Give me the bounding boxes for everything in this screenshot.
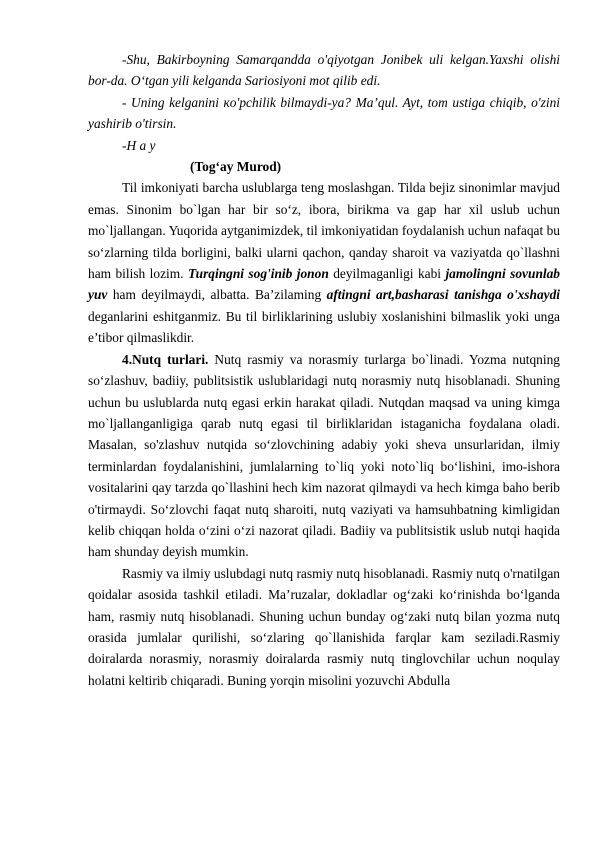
page-text xyxy=(88,49,560,691)
paragraph-1-text-d: deganlarini eshitganmiz. Bu til birliklarining uslubiy xoslanishini bilmaslik yoki unga e’tibor qilmaslikdir. xyxy=(88,308,560,346)
paragraph-1-text-b: deyilmaganligi kabi xyxy=(328,266,446,282)
example-phrase-2: jamolingni sovunlab yuv xyxy=(88,266,560,303)
example-phrase-3: aftingni art,basharasi tanishga o'xshaydi xyxy=(326,287,561,303)
quote-line-3: -H a y xyxy=(122,137,156,153)
example-phrase-1: Turqingni sog'inib jonon xyxy=(187,266,329,282)
paragraph-3: Rasmiy va ilmiy uslubdagi nutq rasmiy nutq hisoblanadi. Rasmiy nutq o'rnatilgan qoidalar asosida tashkil etiladi. Ma’ruzalar, dokladlar og‘zaki ko‘rinishda bo‘lganda ham, rasmiy nutq hisoblanadi. Shuning uchun bunday og‘zaki nutq bilan yozma nutq orasida jumlalar qurilishi, so‘zlaring qo`llanishida farqlar kam seziladi.Rasmiy doiralarda norasmiy, norasmiy doiralarda rasmiy nutq tinglovchilar uchun noqulay holatni keltirib chiqaradi. Buning yorqin misolini yozuvchi Abdulla xyxy=(88,565,560,688)
paragraph-1 xyxy=(88,177,560,348)
quote-author: (Tog‘ay Murod) xyxy=(190,159,282,175)
quote-line-1: -Shu, Bakirboyning Samarqandda o'qiyotgan Jonibek uli kelgan.Yaxshi olishi bor-da. O‘tgan yili kelganda Sariosiyoni mot qilib edi. xyxy=(88,52,560,89)
section-heading: 4.Nutq turlari. xyxy=(122,351,209,367)
paragraph-2-text: Nutq rasmiy va norasmiy turlarga bo`linadi. Yozma nutqning so‘zlashuv, badiiy, publitsistik uslublaridagi nutq norasmiy nutq hisoblanadi. Shuning uchun bu uslublarda nutq egasi erkin harakat qiladi. Nutqdan maqsad va uning kimga mo`ljallanganligiga qarab nutq egasi til birliklaridan istaganicha foydalana oladi. Masalan, so'zlashuv nutqida so‘zlovchining adabiy yoki sheva unsurlaridan, ilmiy terminlardan foydalanishini, jumlalarning to`liq yoki noto`liq bo‘lishini, imo-ishora vositalarini qay tarzda qo`llashini hech kim nazorat qilmaydi va hech kimga baho berib o'tirmaydi. So‘zlovchi faqat nutq sharoiti, nutq vaziyati va hamsuhbatning kimligidan kelib chiqqan holda o‘zini o‘zi nazorat qiladi. Badiiy va publitsistik uslub nutqi haqida ham shunday deyish mumkin. xyxy=(88,351,560,560)
paragraph-1-text-c: ham deyilmaydi, albatta. Ba’zilaming xyxy=(107,287,327,303)
quote-line-2: - Uning kelganini кo'pchilik bilmaydi-ya? Ma’qul. Ayt, tom ustiga chiqib, o'zini yashirib o'tirsin. xyxy=(88,94,560,132)
paragraph-2 xyxy=(88,349,560,563)
paragraph-1-text-a: Til imkoniyati barcha uslublarga teng moslashgan. Tilda bejiz sinonimlar mavjud emas. Sinonim bo`lgan har bir so‘z, ibora, birikma va gap har xil uslub uchun mo`ljallangan. Yuqorida aytganimizdek, til imkoniyatidan foydalanish uchun nafaqat bu so‘zlarning tilda borligini, balki ularni qachon, qanday sharoit va vaziyatda qo`llashni ham bilish lozim. xyxy=(88,180,560,282)
